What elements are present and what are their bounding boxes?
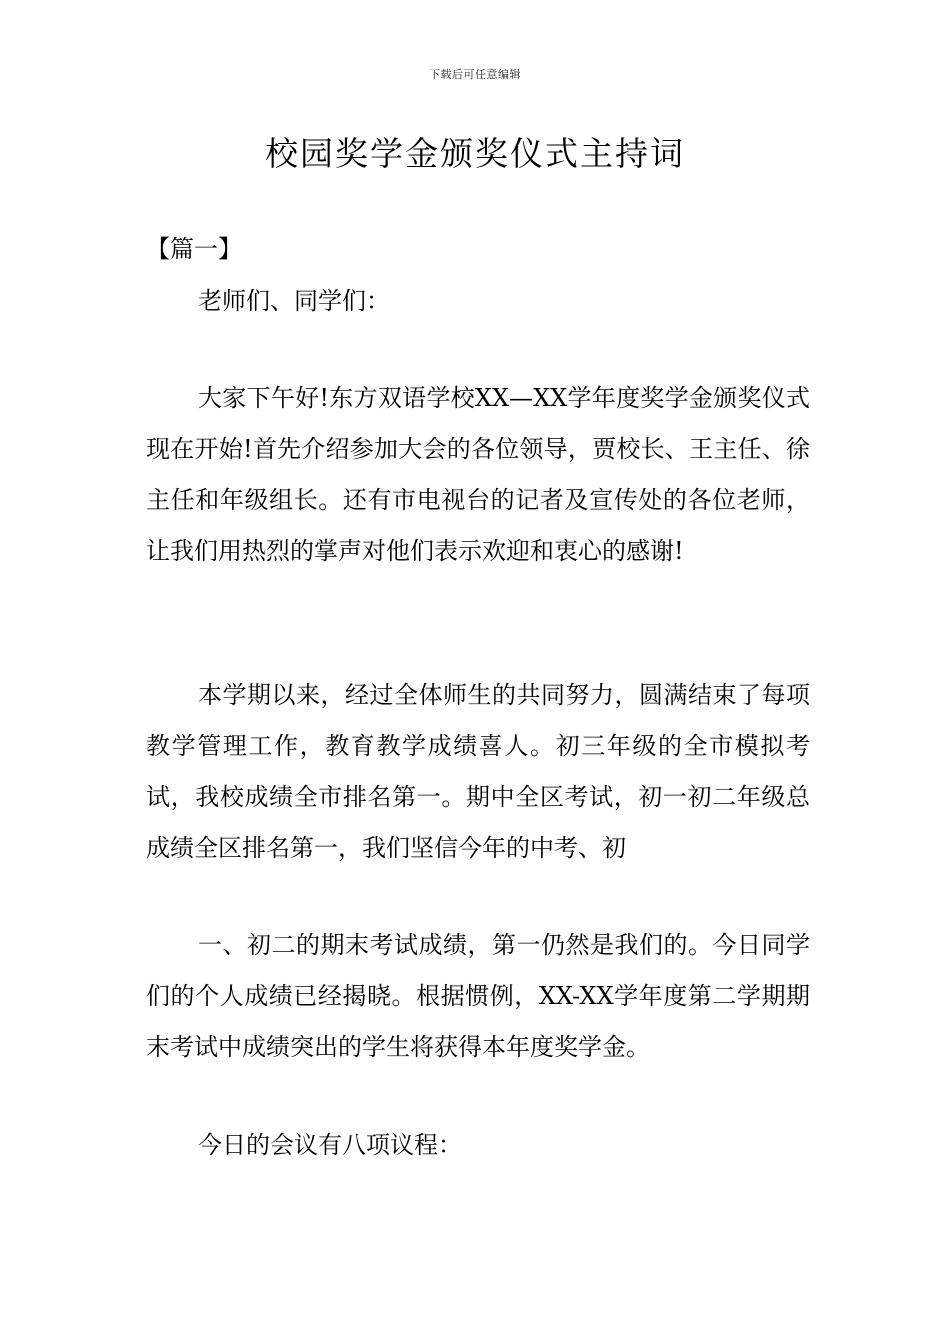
body-paragraph: 本学期以来，经过全体师生的共同努力，圆满结束了每项教学管理工作，教育教学成绩喜人。初三年级的全市模拟考试，我校成绩全市排名第一。期中全区考试，初一初二年级总成绩全区排名第一，我们坚信今年的中考、初	[146, 681, 810, 862]
document-title: 校园奖学金颁奖仪式主持词	[265, 134, 685, 173]
body-paragraph: 一、初二的期末考试成绩，第一仍然是我们的。今日同学们的个人成绩已经揭晓。根据惯例，XX-XX学年度第二学期期末考试中成绩突出的学生将获得本年度奖学金。	[146, 931, 810, 1061]
body-paragraph: 今日的会议有八项议程：	[198, 1131, 462, 1159]
section-label: 【篇一】	[146, 235, 242, 263]
body-paragraph: 大家下午好!东方双语学校XX—XX学年度奖学金颁奖仪式现在开始!首先介绍参加大会的各位领导，贾校长、王主任、徐主任和年级组长。还有市电视台的记者及宣传处的各位老师，让我们用热烈的掌声对他们表示欢迎和衷心的感谢!	[146, 384, 810, 565]
greeting-paragraph: 老师们、同学们：	[198, 287, 390, 315]
header-note: 下载后可任意编辑	[429, 68, 521, 81]
